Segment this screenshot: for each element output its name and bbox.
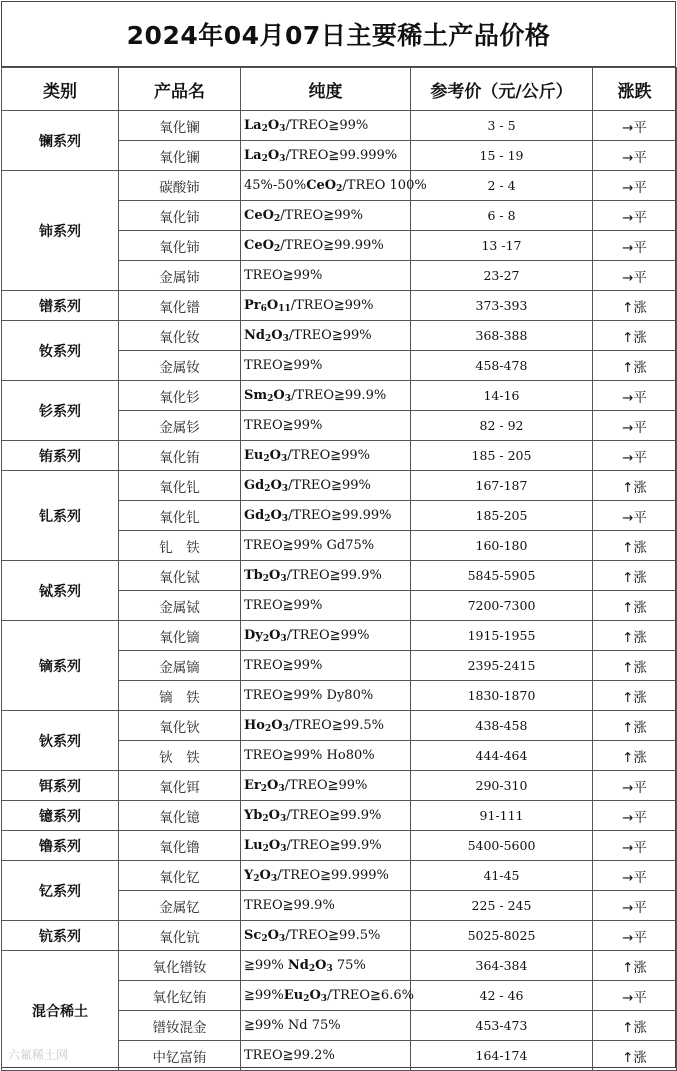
product-cell: 镨钕混金 xyxy=(119,1011,241,1041)
category-cell: 镝系列 xyxy=(2,621,119,711)
purity-cell xyxy=(241,111,411,141)
trend-cell: →平 xyxy=(593,141,677,171)
product-cell: 中钇富铕 xyxy=(119,1041,241,1071)
formula-part: 3 xyxy=(282,334,289,344)
formula-part: 2 xyxy=(264,724,272,734)
formula-part: 2 xyxy=(264,484,271,494)
category-cell: 钇系列 xyxy=(2,861,119,921)
header-purity: 纯度 xyxy=(241,68,411,111)
table-row xyxy=(2,831,677,861)
trend-cell: →平 xyxy=(593,981,677,1011)
formula-part: O xyxy=(268,808,280,823)
formula-part: 2 xyxy=(267,394,274,404)
watermark: 六氟稀土网 xyxy=(8,1048,69,1062)
formula-part: O xyxy=(270,478,282,493)
product-cell: 氧化钕 xyxy=(119,321,241,351)
price-cell: 167-187 xyxy=(411,471,593,501)
price-cell: 290-310 xyxy=(411,771,593,801)
product-cell: 氧化钐 xyxy=(119,381,241,411)
purity-cell xyxy=(241,921,411,951)
purity-text: /TREO≧99.5% xyxy=(288,718,385,733)
table-row xyxy=(2,561,677,591)
category-cell: 镥系列 xyxy=(2,831,119,861)
formula-part: Ho xyxy=(244,718,265,733)
product-cell: 氧化镨 xyxy=(119,291,241,321)
formula-part: O xyxy=(273,388,285,403)
product-cell: 氧化镥 xyxy=(119,831,241,861)
product-cell: 氧化钇铕 xyxy=(119,981,241,1011)
purity-text: /TREO≧99.9% xyxy=(286,808,382,823)
formula-part: O xyxy=(269,568,281,583)
price-cell: 225 - 245 xyxy=(411,891,593,921)
price-cell: 185-205 xyxy=(411,501,593,531)
formula-part: O xyxy=(267,148,280,163)
formula-part: 3 xyxy=(280,844,287,854)
product-cell: 金属镝 xyxy=(119,651,241,681)
product-cell: 氧化铽 xyxy=(119,561,241,591)
purity-cell xyxy=(241,681,411,711)
formula-part: 3 xyxy=(282,724,289,734)
purity-text: /TREO≧99.9% xyxy=(286,838,382,853)
purity-cell xyxy=(241,651,411,681)
formula-part: Gd xyxy=(244,508,265,523)
formula-part: O xyxy=(270,508,282,523)
formula-part: 2 xyxy=(260,784,268,794)
formula-part: Nd xyxy=(287,958,309,973)
purity-text: TREO≧99% xyxy=(244,268,323,283)
trend-cell: →平 xyxy=(593,831,677,861)
formula-part: 2 xyxy=(303,994,310,1004)
price-table xyxy=(1,67,677,1071)
table-row xyxy=(2,171,677,201)
product-cell: 氧化镧 xyxy=(119,111,241,141)
product-cell: 氧化镨钕 xyxy=(119,951,241,981)
table-row xyxy=(2,771,677,801)
purity-text: /TREO≧99% xyxy=(288,478,371,493)
header-trend: 涨跌 xyxy=(593,68,677,111)
purity-text: /TREO≧99.999% xyxy=(285,148,398,163)
purity-text: ≧99% Nd 75% xyxy=(244,1018,341,1033)
trend-cell: ↑涨 xyxy=(593,471,677,501)
formula-part: Eu xyxy=(283,988,304,1003)
formula-part: 2 xyxy=(264,514,271,524)
purity-text: TREO≧99% xyxy=(244,358,323,373)
purity-cell xyxy=(241,321,411,351)
purity-cell xyxy=(241,831,411,861)
formula-part: 2 xyxy=(308,964,316,974)
purity-text: TREO≧99% xyxy=(244,658,323,673)
table-row xyxy=(2,471,677,501)
trend-cell: ↑涨 xyxy=(593,351,677,381)
formula-part: CeO xyxy=(244,208,274,223)
table-row xyxy=(2,861,677,891)
formula-part: O xyxy=(267,928,279,943)
price-cell: 6 - 8 xyxy=(411,201,593,231)
purity-cell xyxy=(241,711,411,741)
trend-cell: ↑涨 xyxy=(593,591,677,621)
purity-cell xyxy=(241,351,411,381)
table-row xyxy=(2,291,677,321)
formula-part: CeO xyxy=(244,238,274,253)
purity-cell xyxy=(241,741,411,771)
purity-text: /TREO≧99.9% xyxy=(286,568,382,583)
purity-text: ≧99% xyxy=(244,958,288,973)
purity-text: TREO≧99% xyxy=(244,598,323,613)
price-cell: 453-473 xyxy=(411,1011,593,1041)
formula-part: 3 xyxy=(280,574,287,584)
purity-text: TREO≧99% Gd75% xyxy=(244,538,375,553)
category-cell: 钆系列 xyxy=(2,471,119,561)
formula-part: 3 xyxy=(326,964,333,974)
formula-part: O xyxy=(259,868,271,883)
formula-part: Nd xyxy=(244,328,265,343)
header-category: 类别 xyxy=(2,68,119,111)
purity-cell xyxy=(241,381,411,411)
product-cell: 氧化铕 xyxy=(119,441,241,471)
formula-part: O xyxy=(267,778,279,793)
purity-cell xyxy=(241,501,411,531)
formula-part: 3 xyxy=(270,874,278,884)
table-row xyxy=(2,921,677,951)
purity-cell xyxy=(241,441,411,471)
formula-part: Lu xyxy=(244,838,263,853)
category-cell: 镧系列 xyxy=(2,111,119,171)
trend-cell: →平 xyxy=(593,111,677,141)
product-cell: 氧化钬 xyxy=(119,711,241,741)
trend-cell: →平 xyxy=(593,381,677,411)
purity-cell xyxy=(241,591,411,621)
price-cell: 364-384 xyxy=(411,951,593,981)
table-row xyxy=(2,441,677,471)
purity-text: /TREO 100% xyxy=(342,178,427,193)
formula-part: 3 xyxy=(284,394,292,404)
trend-cell: →平 xyxy=(593,801,677,831)
purity-text: /TREO≧99.5% xyxy=(285,928,381,943)
table-row xyxy=(2,111,677,141)
category-cell: 镱系列 xyxy=(2,801,119,831)
purity-cell xyxy=(241,981,414,1011)
trend-cell: →平 xyxy=(593,411,677,441)
category-cell: 钐系列 xyxy=(2,381,119,441)
purity-cell xyxy=(241,291,411,321)
formula-part: 2 xyxy=(262,634,270,644)
trend-cell: →平 xyxy=(593,771,677,801)
category-cell: 铕系列 xyxy=(2,441,119,471)
table-row xyxy=(2,381,677,411)
trend-cell: ↑涨 xyxy=(593,711,677,741)
formula-part: Gd xyxy=(244,478,265,493)
product-cell: 氧化钇 xyxy=(119,861,241,891)
formula-part: 3 xyxy=(279,124,286,134)
formula-part: Sc xyxy=(244,928,262,943)
product-cell: 碳酸铈 xyxy=(119,171,241,201)
price-cell: 15 - 19 xyxy=(411,141,593,171)
formula-part: CeO xyxy=(306,178,337,193)
purity-text: /TREO≧99.9% xyxy=(291,388,387,403)
product-cell: 氧化铈 xyxy=(119,231,241,261)
price-cell: 5400-5600 xyxy=(411,831,593,861)
product-cell: 氧化钆 xyxy=(119,471,241,501)
product-cell: 氧化镱 xyxy=(119,801,241,831)
page-title: 2024年04月07日主要稀土产品价格 xyxy=(2,2,675,67)
category-cell: 镨系列 xyxy=(2,291,119,321)
price-cell: 3 - 5 xyxy=(411,111,593,141)
purity-text: /TREO≧99% xyxy=(280,208,363,223)
product-cell: 氧化铒 xyxy=(119,771,241,801)
price-cell: 444-464 xyxy=(411,741,593,771)
price-cell: 458-478 xyxy=(411,351,593,381)
formula-part: O xyxy=(266,298,279,313)
category-cell: 铒系列 xyxy=(2,771,119,801)
price-cell: 368-388 xyxy=(411,321,593,351)
purity-text: /TREO≧99% xyxy=(285,118,369,133)
purity-cell xyxy=(241,471,411,501)
table-row xyxy=(2,711,677,741)
formula-part: 3 xyxy=(278,784,285,794)
formula-part: 3 xyxy=(281,484,289,494)
product-cell: 钬 铁 xyxy=(119,741,241,771)
trend-cell: →平 xyxy=(593,261,677,291)
formula-part: 2 xyxy=(262,844,269,854)
purity-text: /TREO≧99% xyxy=(288,328,372,343)
formula-part: Pr xyxy=(244,298,261,313)
price-cell: 160-180 xyxy=(411,531,593,561)
price-sheet xyxy=(1,1,676,1068)
formula-part: 2 xyxy=(264,334,272,344)
price-cell: 1830-1870 xyxy=(411,681,593,711)
purity-text: /TREO≧99.99% xyxy=(280,238,384,253)
trend-cell: →平 xyxy=(593,861,677,891)
trend-cell: ↑涨 xyxy=(593,951,677,981)
formula-part: 2 xyxy=(336,184,343,194)
purity-cell xyxy=(241,171,427,201)
price-cell: 41-45 xyxy=(411,861,593,891)
price-cell: 14-16 xyxy=(411,381,593,411)
purity-cell xyxy=(241,1041,411,1071)
purity-text: TREO≧99% Dy80% xyxy=(244,688,374,703)
formula-part: O xyxy=(271,718,283,733)
price-cell: 23-27 xyxy=(411,261,593,291)
purity-text: /TREO≧99% xyxy=(290,298,374,313)
purity-text: /TREO≧99.999% xyxy=(277,868,389,883)
trend-cell: ↑涨 xyxy=(593,1011,677,1041)
formula-part: Eu xyxy=(244,448,264,463)
product-cell: 氧化钆 xyxy=(119,501,241,531)
purity-cell xyxy=(241,561,411,591)
trend-cell: ↑涨 xyxy=(593,681,677,711)
formula-part: O xyxy=(267,118,280,133)
product-cell: 金属钇 xyxy=(119,891,241,921)
price-cell: 164-174 xyxy=(411,1041,593,1071)
product-cell: 金属铈 xyxy=(119,261,241,291)
trend-cell: ↑涨 xyxy=(593,741,677,771)
formula-part: 3 xyxy=(278,934,286,944)
table-body xyxy=(2,111,677,1071)
formula-part: 2 xyxy=(261,124,268,134)
formula-part: 6 xyxy=(260,304,267,314)
product-cell: 镝 铁 xyxy=(119,681,241,711)
purity-cell xyxy=(241,951,411,981)
price-cell: 5845-5905 xyxy=(411,561,593,591)
formula-part: O xyxy=(315,958,327,973)
price-cell: 82 - 92 xyxy=(411,411,593,441)
purity-text: /TREO≧6.6% xyxy=(327,988,414,1003)
table-row xyxy=(2,951,677,981)
product-cell: 氧化钪 xyxy=(119,921,241,951)
trend-cell: ↑涨 xyxy=(593,531,677,561)
trend-cell: →平 xyxy=(593,201,677,231)
trend-cell: →平 xyxy=(593,231,677,261)
formula-part: O xyxy=(269,448,281,463)
purity-cell xyxy=(241,891,411,921)
product-cell: 氧化镝 xyxy=(119,621,241,651)
purity-cell xyxy=(241,141,411,171)
product-cell: 金属钕 xyxy=(119,351,241,381)
price-cell: 7200-7300 xyxy=(411,591,593,621)
category-cell: 铽系列 xyxy=(2,561,119,621)
formula-part: 3 xyxy=(280,634,287,644)
purity-text: 75% xyxy=(332,958,366,973)
formula-part: 3 xyxy=(280,454,288,464)
trend-cell: →平 xyxy=(593,501,677,531)
purity-text: /TREO≧99% xyxy=(286,628,370,643)
header-product: 产品名 xyxy=(119,68,241,111)
price-cell: 438-458 xyxy=(411,711,593,741)
product-cell: 氧化镧 xyxy=(119,141,241,171)
purity-cell xyxy=(241,771,411,801)
product-cell: 金属钐 xyxy=(119,411,241,441)
formula-part: O xyxy=(271,328,283,343)
purity-text: TREO≧99.2% xyxy=(244,1048,335,1063)
category-cell: 钪系列 xyxy=(2,921,119,951)
purity-cell xyxy=(241,621,411,651)
trend-cell: ↑涨 xyxy=(593,561,677,591)
purity-cell xyxy=(241,261,411,291)
formula-part: 3 xyxy=(279,154,286,164)
purity-cell xyxy=(241,411,411,441)
formula-part: O xyxy=(309,988,321,1003)
formula-part: La xyxy=(244,118,262,133)
formula-part: Y xyxy=(244,868,254,883)
category-cell: 钕系列 xyxy=(2,321,119,381)
purity-cell xyxy=(241,801,411,831)
purity-text: ≧99% xyxy=(244,988,284,1003)
price-cell: 91-111 xyxy=(411,801,593,831)
trend-cell: →平 xyxy=(593,171,677,201)
purity-text: /TREO≧99% xyxy=(284,778,368,793)
trend-cell: ↑涨 xyxy=(593,291,677,321)
formula-part: 3 xyxy=(281,514,289,524)
price-cell: 5025-8025 xyxy=(411,921,593,951)
price-cell: 1915-1955 xyxy=(411,621,593,651)
trend-cell: →平 xyxy=(593,891,677,921)
formula-part: 3 xyxy=(279,814,287,824)
table-row xyxy=(2,321,677,351)
formula-part: Sm xyxy=(244,388,268,403)
header-price: 参考价（元/公斤） xyxy=(411,68,593,111)
formula-part: 2 xyxy=(262,574,270,584)
formula-part: 2 xyxy=(273,214,281,224)
trend-cell: ↑涨 xyxy=(593,621,677,651)
purity-text: TREO≧99% Ho80% xyxy=(244,748,375,763)
category-cell: 混合稀土 xyxy=(2,951,119,1071)
formula-part: 11 xyxy=(278,304,291,314)
formula-part: 2 xyxy=(253,874,260,884)
trend-cell: →平 xyxy=(593,441,677,471)
purity-cell xyxy=(241,531,411,561)
purity-cell xyxy=(241,231,411,261)
price-cell: 2 - 4 xyxy=(411,171,593,201)
formula-part: Er xyxy=(244,778,261,793)
trend-cell: ↑涨 xyxy=(593,651,677,681)
purity-cell xyxy=(241,861,411,891)
category-cell: 铈系列 xyxy=(2,171,119,291)
product-cell: 氧化铈 xyxy=(119,201,241,231)
purity-text: /TREO≧99.99% xyxy=(288,508,392,523)
formula-part: O xyxy=(268,838,281,853)
product-cell: 金属铽 xyxy=(119,591,241,621)
table-row xyxy=(2,621,677,651)
purity-text: 45%-50% xyxy=(244,178,307,193)
formula-part: 2 xyxy=(261,154,268,164)
purity-cell xyxy=(241,201,411,231)
formula-part: 2 xyxy=(263,454,270,464)
table-row xyxy=(2,801,677,831)
trend-cell: ↑涨 xyxy=(593,321,677,351)
purity-cell xyxy=(241,1011,411,1041)
product-cell: 钆 铁 xyxy=(119,531,241,561)
formula-part: Dy xyxy=(244,628,263,643)
formula-part: 2 xyxy=(273,244,281,254)
category-cell: 钬系列 xyxy=(2,711,119,771)
header-row xyxy=(2,68,677,111)
formula-part: Tb xyxy=(244,568,263,583)
purity-text: TREO≧99% xyxy=(244,418,323,433)
formula-part: 3 xyxy=(320,994,328,1004)
price-cell: 13 -17 xyxy=(411,231,593,261)
purity-text: /TREO≧99% xyxy=(287,448,371,463)
price-cell: 185 - 205 xyxy=(411,441,593,471)
formula-part: O xyxy=(269,628,281,643)
price-cell: 373-393 xyxy=(411,291,593,321)
trend-cell: →平 xyxy=(593,921,677,951)
purity-text: TREO≧99.9% xyxy=(244,898,335,913)
trend-cell: ↑涨 xyxy=(593,1041,677,1071)
formula-part: 2 xyxy=(262,814,269,824)
formula-part: La xyxy=(244,148,262,163)
price-cell: 2395-2415 xyxy=(411,651,593,681)
price-cell: 42 - 46 xyxy=(411,981,593,1011)
formula-part: 2 xyxy=(261,934,268,944)
formula-part: Yb xyxy=(244,808,263,823)
